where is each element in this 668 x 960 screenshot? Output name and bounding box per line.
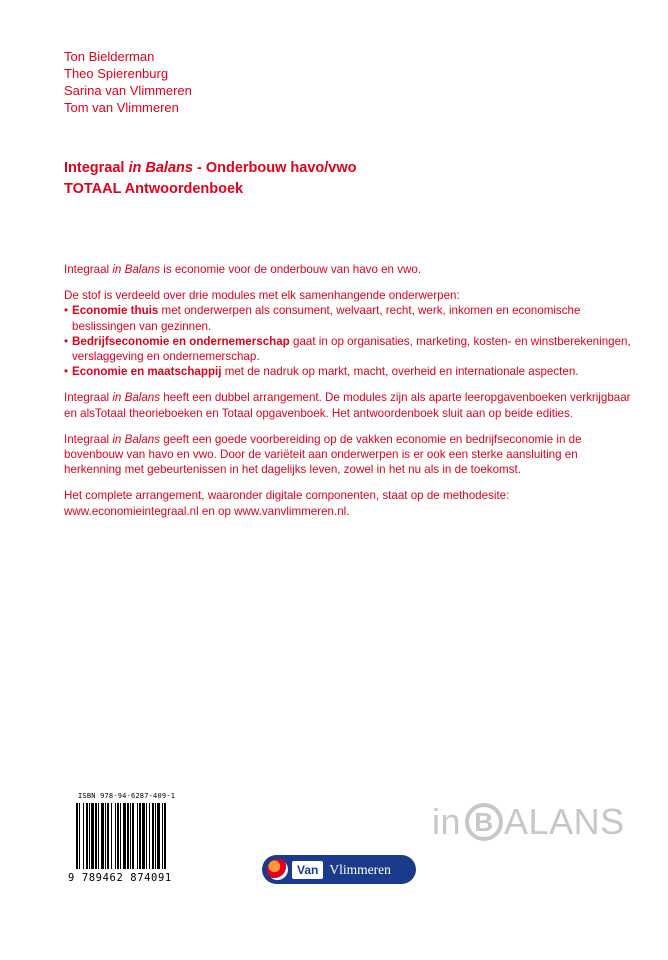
italic-run: in Balans	[112, 263, 161, 276]
barcode-bar	[76, 803, 78, 869]
barcode-bar	[132, 803, 134, 869]
publisher-van: Van	[292, 861, 323, 879]
barcode-bar	[117, 803, 119, 869]
modules-intro: De stof is verdeeld over drie modules met elk samenhangende onderwerpen:	[64, 289, 460, 303]
barcode-bar	[146, 803, 147, 869]
module-item	[64, 364, 636, 379]
arrangement-paragraph	[64, 390, 636, 420]
barcode-bar	[105, 803, 106, 869]
barcode-bar	[101, 803, 104, 869]
logo-b-circle: B	[465, 803, 503, 841]
barcode-bar	[130, 803, 131, 869]
barcode-bar	[155, 803, 156, 869]
barcode-bar	[98, 803, 99, 869]
module-description: met onderwerpen als consument, welvaart, recht, werk, inkomen en economische beslissingen van gezinnen.	[72, 304, 581, 333]
barcode-bar	[164, 803, 166, 869]
logo-alans: ALANS	[504, 801, 625, 842]
barcode-bar	[149, 803, 150, 869]
module-name: Economie en maatschappij	[72, 365, 222, 379]
text-run: heeft een dubbel arrangement. De modules zijn als aparte leeropgavenboeken verkrijgbaar en alsTotaal theorieboeken en Totaal opgavenboek. Het antwoordenboek sluit aan op beide edities.	[64, 391, 631, 420]
text-run: is economie voor de onderbouw van havo en vwo.	[160, 263, 422, 276]
italic-run: in Balans	[112, 432, 161, 446]
isbn-barcode	[66, 792, 192, 888]
title-text: Integraal	[64, 160, 129, 176]
text-run: Integraal	[64, 391, 113, 405]
barcode-bar	[107, 803, 109, 869]
intro-paragraph	[64, 262, 636, 277]
barcode-bar	[127, 803, 129, 869]
module-item	[64, 303, 636, 333]
module-description: met de nadruk op markt, macht, overheid en internationale aspecten.	[221, 365, 579, 379]
globe-icon	[267, 859, 288, 880]
title-line-2: TOTAAL Antwoordenboek	[64, 181, 244, 197]
barcode-bar	[142, 803, 145, 869]
book-title	[64, 158, 356, 200]
author-name: Tom van Vlimmeren	[64, 100, 179, 115]
title-text-rest: - Onderbouw havo/vwo	[192, 160, 357, 176]
publisher-name: Vlimmeren	[329, 861, 391, 877]
author-name: Theo Spierenburg	[64, 66, 169, 81]
title-line-1	[64, 158, 356, 179]
barcode-bar	[95, 803, 97, 869]
barcode-bar	[111, 803, 112, 869]
back-cover-description	[64, 262, 636, 530]
barcode-bar	[137, 803, 138, 869]
italic-run: in Balans	[112, 391, 161, 405]
author-list	[64, 48, 192, 116]
text-run: geeft een goede voorbereiding op de vakken economie en bedrijfseconomie in de bovenbouw van havo en vwo. Door de variëteit aan onderwerpen is er ook een sterke aansluiting en herkenning met gebeurtenissen in het dagelijks leven, zowel in het nu als in de toekomst.	[64, 432, 582, 477]
title-italic-text: in Balans	[128, 160, 193, 176]
author-name: Ton Bielderman	[64, 49, 155, 64]
barcode-bar	[152, 803, 154, 869]
text-run: Integraal	[64, 263, 113, 276]
isbn-digits: 9 789462 874091	[68, 872, 172, 884]
text-run: Integraal	[64, 432, 113, 446]
isbn-label: ISBN 978-94-6287-409-1	[78, 792, 176, 800]
barcode-bar	[115, 803, 116, 869]
barcode-bar	[86, 803, 88, 869]
in-balans-logo	[432, 800, 625, 844]
module-list	[64, 303, 636, 379]
website-paragraph: Het complete arrangement, waaronder digitale componenten, staat op de methodesite: www.economieintegraal.nl en op www.vanvlimmeren.nl.	[64, 489, 510, 518]
barcode-bar	[91, 803, 94, 869]
barcode-bar	[83, 803, 84, 869]
barcode-bars	[76, 803, 188, 869]
logo-in: in	[432, 801, 462, 842]
preparation-paragraph	[64, 432, 636, 478]
barcode-bar	[89, 803, 90, 869]
module-description: gaat in op organisaties, marketing, kosten- en winstberekeningen, verslaggeving en ondernemerschap.	[72, 334, 631, 364]
barcode-bar	[139, 803, 141, 869]
barcode-bar	[120, 803, 121, 869]
barcode-bar	[162, 803, 163, 869]
module-item	[64, 334, 636, 364]
author-name: Sarina van Vlimmeren	[64, 83, 192, 98]
barcode-bar	[123, 803, 126, 869]
module-name: Economie thuis	[72, 304, 159, 318]
barcode-bar	[157, 803, 160, 869]
barcode-bar	[79, 803, 80, 869]
publisher-logo	[262, 855, 416, 884]
module-name: Bedrijfseconomie en ondernemerschap	[72, 334, 290, 348]
